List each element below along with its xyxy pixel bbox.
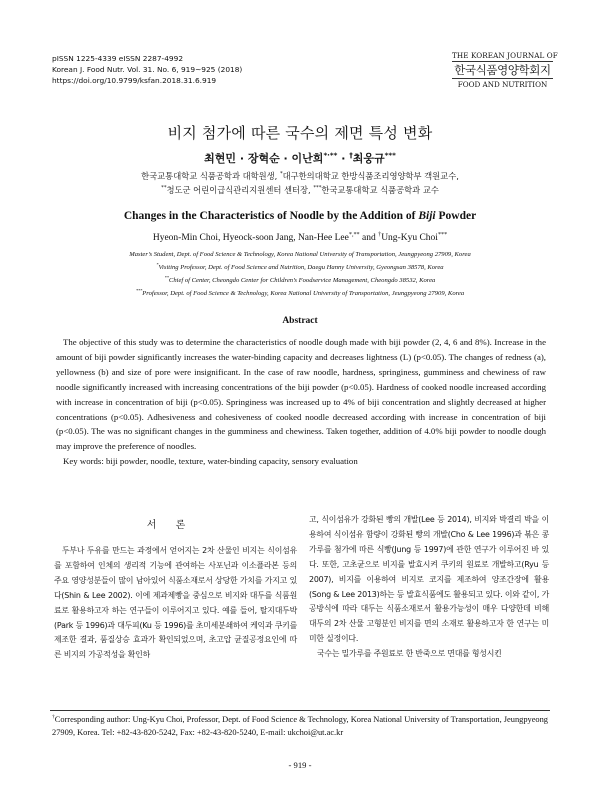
- korean-affiliation-1: 한국교통대학교 식품공학과 대학원생,: [141, 171, 280, 181]
- intro-right-column: [309, 513, 549, 662]
- english-title-end: Powder: [435, 210, 477, 222]
- doi-link[interactable]: https://doi.org/10.9799/ksfan.2018.31.6.919: [52, 76, 217, 85]
- page-number: - 919 -: [288, 760, 312, 770]
- korean-affiliation-line-2: **청도군 어린이급식관리지원센터 센터장, ***한국교통대학교 식품공학과 교수: [161, 185, 439, 195]
- dagger-mark: †: [349, 150, 353, 160]
- english-affiliation-3: **Chief of Center, Cheongdo Center for Children’s Foodservice Management, Cheongdo 38532, Korea: [164, 274, 436, 284]
- korean-title: 비지 첨가에 따른 국수의 제면 특성 변화: [167, 124, 433, 142]
- citation-line: Korean J. Food Nutr. Vol. 31. No. 6, 919~925 (2018): [52, 65, 243, 74]
- korean-authors: 최현민 · 장혁순 · 이난희*·** · †최웅규***: [204, 150, 396, 165]
- corresponding-author-footnote: [52, 714, 548, 739]
- publication-info: [52, 53, 242, 86]
- journal-name-en-bottom: FOOD AND NUTRITION: [452, 78, 553, 89]
- footnote-divider: [50, 710, 550, 711]
- korean-affiliation-1b: 대구한의대학교 한방식품조리영양학부 객원교수,: [282, 171, 459, 181]
- english-affiliation-1: Master’s Student, Dept. of Food Science & Technology, Korea National University of Transportation, Jeungpyeong 27909, Korea: [129, 251, 471, 258]
- korean-affiliation-2: 청도군 어린이급식관리지원센터 센터장,: [166, 185, 314, 195]
- intro-left-text: 두부나 두유를 만드는 과정에서 얻어지는 2차 산물인 비지는 식이섬유를 포함하여 인체의 생리적 기능에 관여하는 사포닌과 이소플라본 등의 주요 영양성분들이 많이 남아있어 식품소재로서 상당한 가치를 가지고 있다(Shin & Lee 2002). 이에 제과제빵을 중심으로 비지와 대두를 식품원료로 활용하고자 하는 연구들이 이루어지고 있다. 예를 들어, 탈지대두박(Park 등 1996)과 대두피(Ku 등 1996)를 초미세분쇄하여 케익과 쿠키를 제조한 결과, 품질상승 효과가 확인되었으며, 초고압 균질공정요인에 따른 비지의 가공적성을 확인하: [54, 546, 297, 660]
- issn-line: pISSN 1225-4339 eISSN 2287-4992: [52, 54, 184, 63]
- footnote-text: Corresponding author: Ung-Kyu Choi, Professor, Dept. of Food Science & Technology, Korea National University of Transportation, Jeungpyeong 27909, Korea. Tel: +82-43-820-5242, Fax: +82-43-820-5240, E-mail: ukchoi@ut.ac.kr: [52, 715, 548, 737]
- korean-author-sup: *·**: [323, 150, 338, 160]
- intro-left-column: [54, 544, 297, 663]
- abstract-heading: Abstract: [282, 316, 318, 326]
- korean-affiliation-line-1: 한국교통대학교 식품공학과 대학원생, *대구한의대학교 한방식품조리영양학부 객원교수,: [141, 171, 459, 181]
- intro-right-text: 고, 식이섬유가 강화된 빵의 개발(Lee 등 2014), 비지와 박결리 박을 이용하여 식이섬유 함량이 강화된 빵의 개발(Cho & Lee 1996)과 볶은 콩가루를 첨가에 따른 식빵(Jung 등 1997)에 관한 연구가 이루어진 바 있다. 또한, 고초균으로 비지를 발효시켜 쿠키의 원료로 개발하고(Ryu 등 2007), 비지를 이용하여 비지로 코지를 제조하여 양조간장에 활용(Song & Lee 2013)하는 등 발효식품에도 활용되고 있다. 이와 같이, 가공방식에 따라 대두는 식품소재로서 활용가능성이 매우 다양한데 비해 대두의 2차 산물 고형분인 비지를 면의 소재로 활용하고자 한 연구는 미미한 실정이다.: [309, 515, 549, 644]
- english-affiliation-4: ***Professor, Dept. of Food Science & Technology, Korea National University of Transportation, Jeungpyeong 27909, Korea: [135, 287, 465, 297]
- english-authors: Hyeon-Min Choi, Hyeock-soon Jang, Nan-Hee Lee*,** and †Ung-Kyu Choi***: [152, 231, 448, 243]
- korean-affiliation-2b: 한국교통대학교 식품공학과 교수: [321, 185, 439, 195]
- english-author-last: Ung-Kyu Choi: [381, 233, 438, 243]
- journal-name-en-top: THE KOREAN JOURNAL OF: [452, 51, 558, 60]
- korean-author-last-sup: ***: [384, 150, 396, 160]
- korean-author-names: 최현민 · 장혁순 · 이난희: [204, 152, 324, 165]
- footnote-dagger: †: [52, 714, 55, 721]
- introduction-heading: 서 론: [146, 520, 194, 531]
- english-affiliation-2: *Visiting Professor, Dept. of Food Science and Nutrition, Daegu Hanny University, Gyeongsan 38578, Korea: [156, 261, 444, 271]
- intro-right-text-2: 국수는 밀가루를 주원료로 한 반죽으로 면대를 형성시킨: [317, 649, 502, 659]
- korean-author-last: 최웅규: [352, 152, 385, 165]
- english-title-italic: Biji: [418, 210, 436, 222]
- journal-logo: [452, 51, 558, 89]
- keywords: Key words: biji powder, noodle, texture, water-binding capacity, sensory evaluation: [63, 456, 358, 467]
- english-title: [0, 210, 600, 222]
- english-author-names: Hyeon-Min Choi, Hyeock-soon Jang, Nan-Hee Lee: [152, 233, 349, 243]
- journal-name-ko: 한국식품영양학회지: [454, 63, 551, 77]
- abstract-body: The objective of this study was to determine the characteristics of noodle dough made with biji powder (2, 4, 6 and 8%). Increase in the amount of biji powder significantly increases the water-binding capacity and decreases lightness (L) (p<0.05). The changes of redness (a), yellowness (b) and size of pore were insignificant. In the case of raw noodle, hardness, springiness, gumminess and chewiness of raw noodle significantly increased with increasing concentrations of the biji powder (p<0.05). Hardness of cooked noodle increased according with increase in concentration of biji (p<0.05). Springiness was increased up to 4% of biji concentration and slightly decreased at higher concentrations (p<0.05). Adhesiveness and cohesiveness of cooked noodle decreased according with increase in concentration of biji (p<0.05). The was no significant changes in the gumminess and chewiness. Taken together, addition of 4.0% biji powder to noodle dough may improve the preference of noodles.: [56, 337, 546, 452]
- abstract-section: [56, 335, 546, 469]
- english-title-main: Changes in the Characteristics of Noodle by the Addition of: [123, 210, 419, 222]
